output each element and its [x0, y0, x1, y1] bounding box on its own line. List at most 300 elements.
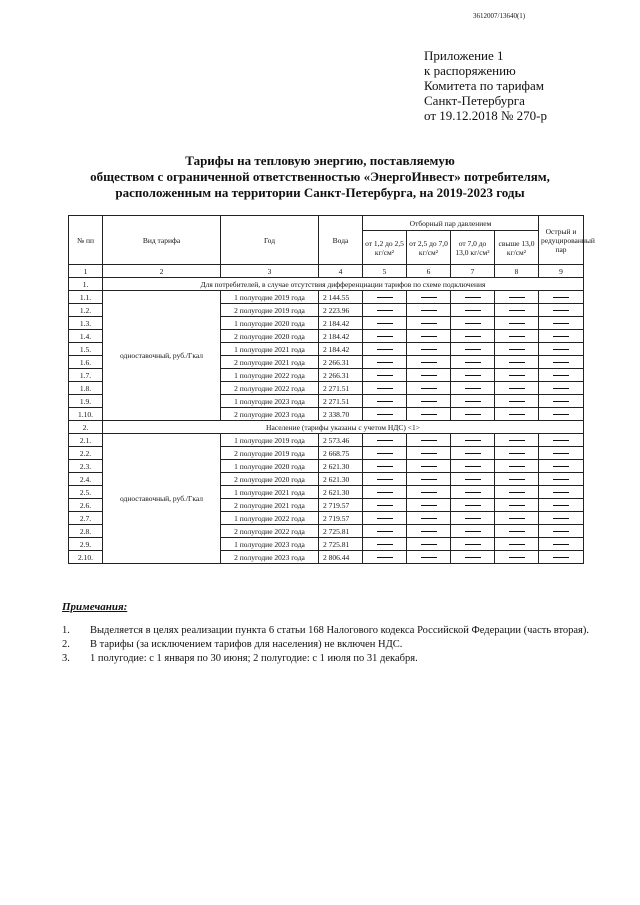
- empty-value-cell: [407, 434, 451, 447]
- empty-value-cell: [539, 447, 584, 460]
- empty-value-cell: [407, 343, 451, 356]
- empty-value-cell: [407, 408, 451, 421]
- dash-mark: [553, 531, 569, 532]
- dash-mark: [377, 362, 393, 363]
- dash-mark: [509, 388, 525, 389]
- dash-mark: [509, 336, 525, 337]
- dash-mark: [465, 544, 481, 545]
- water-value: 2 338.70: [319, 408, 363, 421]
- dash-mark: [421, 388, 437, 389]
- period-cell: 1 полугодие 2023 года: [221, 395, 319, 408]
- header-pressure-3: от 7,0 до 13,0 кг/см²: [451, 231, 495, 265]
- water-value: 2 621.30: [319, 460, 363, 473]
- dash-mark: [421, 466, 437, 467]
- row-number: 1.3.: [69, 317, 103, 330]
- empty-value-cell: [363, 369, 407, 382]
- empty-value-cell: [495, 356, 539, 369]
- empty-value-cell: [495, 343, 539, 356]
- section-title: Население (тарифы указаны с учетом НДС) <1>: [103, 421, 584, 434]
- dash-mark: [421, 492, 437, 493]
- appendix-line: Приложение 1: [424, 48, 504, 63]
- empty-value-cell: [407, 382, 451, 395]
- empty-value-cell: [451, 330, 495, 343]
- dash-mark: [465, 388, 481, 389]
- empty-value-cell: [495, 395, 539, 408]
- dash-mark: [465, 492, 481, 493]
- empty-value-cell: [539, 330, 584, 343]
- appendix-line: Комитета по тарифам: [424, 78, 544, 93]
- dash-mark: [553, 544, 569, 545]
- dash-mark: [509, 362, 525, 363]
- period-cell: 2 полугодие 2020 года: [221, 473, 319, 486]
- dash-mark: [465, 414, 481, 415]
- dash-mark: [553, 518, 569, 519]
- row-number: 2.3.: [69, 460, 103, 473]
- empty-value-cell: [451, 538, 495, 551]
- dash-mark: [509, 505, 525, 506]
- period-cell: 2 полугодие 2021 года: [221, 499, 319, 512]
- column-number-cell: 9: [539, 265, 584, 278]
- dash-mark: [377, 297, 393, 298]
- dash-mark: [421, 336, 437, 337]
- dash-mark: [421, 440, 437, 441]
- empty-value-cell: [495, 369, 539, 382]
- empty-value-cell: [539, 551, 584, 564]
- dash-mark: [509, 375, 525, 376]
- empty-value-cell: [363, 486, 407, 499]
- empty-value-cell: [451, 395, 495, 408]
- empty-value-cell: [451, 356, 495, 369]
- row-number: 1.5.: [69, 343, 103, 356]
- row-number: 1.1.: [69, 291, 103, 304]
- empty-value-cell: [539, 356, 584, 369]
- dash-mark: [465, 323, 481, 324]
- header-tariff-type: Вид тарифа: [103, 216, 221, 265]
- empty-value-cell: [407, 499, 451, 512]
- dash-mark: [377, 518, 393, 519]
- empty-value-cell: [495, 525, 539, 538]
- period-cell: 2 полугодие 2021 года: [221, 356, 319, 369]
- section-number: 1.: [69, 278, 103, 291]
- dash-mark: [421, 297, 437, 298]
- period-cell: 1 полугодие 2019 года: [221, 434, 319, 447]
- dash-mark: [465, 375, 481, 376]
- dash-mark: [553, 505, 569, 506]
- section-row: [69, 421, 584, 434]
- section-number: 2.: [69, 421, 103, 434]
- dash-mark: [553, 310, 569, 311]
- empty-value-cell: [407, 395, 451, 408]
- empty-value-cell: [495, 538, 539, 551]
- period-cell: 1 полугодие 2022 года: [221, 512, 319, 525]
- water-value: 2 573.46: [319, 434, 363, 447]
- empty-value-cell: [407, 447, 451, 460]
- period-cell: 2 полугодие 2023 года: [221, 408, 319, 421]
- empty-value-cell: [363, 395, 407, 408]
- dash-mark: [465, 349, 481, 350]
- notes-list: [62, 624, 589, 666]
- dash-mark: [509, 453, 525, 454]
- tariff-type-cell: одноставочный, руб./Гкал: [103, 291, 221, 421]
- row-number: 1.7.: [69, 369, 103, 382]
- empty-value-cell: [451, 512, 495, 525]
- empty-value-cell: [407, 460, 451, 473]
- water-value: 2 184.42: [319, 343, 363, 356]
- dash-mark: [509, 349, 525, 350]
- note-item: [62, 652, 589, 666]
- row-number: 2.10.: [69, 551, 103, 564]
- period-cell: 1 полугодие 2022 года: [221, 369, 319, 382]
- empty-value-cell: [363, 512, 407, 525]
- row-number: 2.2.: [69, 447, 103, 460]
- period-cell: 1 полугодие 2019 года: [221, 291, 319, 304]
- empty-value-cell: [539, 382, 584, 395]
- row-number: 2.5.: [69, 486, 103, 499]
- dash-mark: [509, 414, 525, 415]
- dash-mark: [509, 440, 525, 441]
- empty-value-cell: [451, 434, 495, 447]
- row-number: 1.4.: [69, 330, 103, 343]
- dash-mark: [465, 440, 481, 441]
- empty-value-cell: [539, 512, 584, 525]
- period-cell: 2 полугодие 2022 года: [221, 525, 319, 538]
- dash-mark: [421, 518, 437, 519]
- table-row: [69, 291, 584, 304]
- dash-mark: [553, 336, 569, 337]
- header-pressure-1: от 1,2 до 2,5 кг/см²: [363, 231, 407, 265]
- empty-value-cell: [407, 486, 451, 499]
- water-value: 2 223.96: [319, 304, 363, 317]
- empty-value-cell: [363, 304, 407, 317]
- column-number-cell: 7: [451, 265, 495, 278]
- dash-mark: [377, 466, 393, 467]
- empty-value-cell: [451, 447, 495, 460]
- dash-mark: [509, 518, 525, 519]
- empty-value-cell: [495, 291, 539, 304]
- dash-mark: [553, 362, 569, 363]
- empty-value-cell: [539, 291, 584, 304]
- water-value: 2 725.81: [319, 525, 363, 538]
- empty-value-cell: [407, 317, 451, 330]
- empty-value-cell: [407, 369, 451, 382]
- column-number-cell: 1: [69, 265, 103, 278]
- column-number-cell: 8: [495, 265, 539, 278]
- empty-value-cell: [451, 291, 495, 304]
- empty-value-cell: [539, 317, 584, 330]
- dash-mark: [377, 349, 393, 350]
- appendix-block: [424, 48, 547, 123]
- note-number: 2.: [62, 639, 70, 650]
- dash-mark: [509, 531, 525, 532]
- dash-mark: [509, 323, 525, 324]
- dash-mark: [553, 401, 569, 402]
- dash-mark: [509, 466, 525, 467]
- empty-value-cell: [407, 551, 451, 564]
- dash-mark: [465, 297, 481, 298]
- empty-value-cell: [407, 330, 451, 343]
- period-cell: 2 полугодие 2019 года: [221, 447, 319, 460]
- dash-mark: [377, 557, 393, 558]
- water-value: 2 144.55: [319, 291, 363, 304]
- empty-value-cell: [363, 291, 407, 304]
- empty-value-cell: [539, 434, 584, 447]
- dash-mark: [421, 323, 437, 324]
- dash-mark: [553, 414, 569, 415]
- section-row: [69, 278, 584, 291]
- dash-mark: [465, 518, 481, 519]
- empty-value-cell: [363, 538, 407, 551]
- empty-value-cell: [363, 330, 407, 343]
- water-value: 2 266.31: [319, 369, 363, 382]
- header-pressure-2: от 2,5 до 7,0 кг/см²: [407, 231, 451, 265]
- empty-value-cell: [451, 525, 495, 538]
- empty-value-cell: [407, 525, 451, 538]
- dash-mark: [465, 362, 481, 363]
- dash-mark: [377, 375, 393, 376]
- water-value: 2 266.31: [319, 356, 363, 369]
- column-numbers-row: [69, 265, 584, 278]
- empty-value-cell: [495, 486, 539, 499]
- empty-value-cell: [363, 356, 407, 369]
- dash-mark: [465, 310, 481, 311]
- notes-title: Примечания:: [62, 601, 128, 613]
- empty-value-cell: [407, 304, 451, 317]
- dash-mark: [553, 466, 569, 467]
- row-number: 1.10.: [69, 408, 103, 421]
- period-cell: 1 полугодие 2021 года: [221, 486, 319, 499]
- column-number-cell: 6: [407, 265, 451, 278]
- dash-mark: [465, 401, 481, 402]
- row-number: 1.8.: [69, 382, 103, 395]
- title-line: обществом с ограниченной ответственностью «ЭнергоИнвест» потребителям,: [90, 169, 550, 184]
- dash-mark: [377, 388, 393, 389]
- dash-mark: [553, 297, 569, 298]
- period-cell: 1 полугодие 2020 года: [221, 317, 319, 330]
- dash-mark: [553, 440, 569, 441]
- title-line: расположенным на территории Санкт-Петербурга, на 2019-2023 годы: [115, 185, 525, 200]
- dash-mark: [465, 479, 481, 480]
- water-value: 2 184.42: [319, 317, 363, 330]
- period-cell: 2 полугодие 2022 года: [221, 382, 319, 395]
- empty-value-cell: [363, 408, 407, 421]
- empty-value-cell: [539, 538, 584, 551]
- tariff-type-cell: одноставочный, руб./Гкал: [103, 434, 221, 564]
- empty-value-cell: [363, 447, 407, 460]
- table-row: [69, 434, 584, 447]
- empty-value-cell: [451, 551, 495, 564]
- period-cell: 2 полугодие 2020 года: [221, 330, 319, 343]
- dash-mark: [465, 453, 481, 454]
- title-line: Тарифы на тепловую энергию, поставляемую: [185, 153, 455, 168]
- dash-mark: [553, 557, 569, 558]
- empty-value-cell: [495, 512, 539, 525]
- row-number: 2.8.: [69, 525, 103, 538]
- header-num: № пп: [69, 216, 103, 265]
- empty-value-cell: [363, 525, 407, 538]
- empty-value-cell: [363, 343, 407, 356]
- empty-value-cell: [363, 317, 407, 330]
- empty-value-cell: [539, 304, 584, 317]
- dash-mark: [421, 362, 437, 363]
- empty-value-cell: [539, 460, 584, 473]
- note-number: 1.: [62, 625, 70, 636]
- dash-mark: [377, 531, 393, 532]
- empty-value-cell: [495, 551, 539, 564]
- empty-value-cell: [539, 343, 584, 356]
- dash-mark: [465, 336, 481, 337]
- column-number-cell: 3: [221, 265, 319, 278]
- column-number-cell: 4: [319, 265, 363, 278]
- dash-mark: [509, 310, 525, 311]
- empty-value-cell: [539, 499, 584, 512]
- water-value: 2 806.44: [319, 551, 363, 564]
- empty-value-cell: [539, 525, 584, 538]
- empty-value-cell: [451, 317, 495, 330]
- empty-value-cell: [451, 460, 495, 473]
- empty-value-cell: [451, 473, 495, 486]
- note-number: 3.: [62, 653, 70, 664]
- row-number: 2.9.: [69, 538, 103, 551]
- empty-value-cell: [451, 382, 495, 395]
- header-water: Вода: [319, 216, 363, 265]
- period-cell: 2 полугодие 2023 года: [221, 551, 319, 564]
- header-year: Год: [221, 216, 319, 265]
- dash-mark: [377, 414, 393, 415]
- dash-mark: [421, 544, 437, 545]
- period-cell: 1 полугодие 2020 года: [221, 460, 319, 473]
- dash-mark: [421, 414, 437, 415]
- period-cell: 1 полугодие 2023 года: [221, 538, 319, 551]
- dash-mark: [509, 557, 525, 558]
- tariff-table: [68, 215, 595, 564]
- dash-mark: [553, 323, 569, 324]
- empty-value-cell: [451, 369, 495, 382]
- empty-value-cell: [363, 460, 407, 473]
- header-sharp-steam: Острый и редуцированный пар: [539, 216, 584, 265]
- period-cell: 2 полугодие 2019 года: [221, 304, 319, 317]
- row-number: 1.6.: [69, 356, 103, 369]
- empty-value-cell: [451, 499, 495, 512]
- dash-mark: [509, 492, 525, 493]
- empty-value-cell: [495, 434, 539, 447]
- dash-mark: [553, 453, 569, 454]
- column-number-cell: 2: [103, 265, 221, 278]
- dash-mark: [421, 310, 437, 311]
- dash-mark: [377, 479, 393, 480]
- dash-mark: [377, 401, 393, 402]
- empty-value-cell: [495, 499, 539, 512]
- empty-value-cell: [407, 473, 451, 486]
- dash-mark: [421, 531, 437, 532]
- dash-mark: [465, 531, 481, 532]
- dash-mark: [377, 492, 393, 493]
- header-steam-group: Отборный пар давлением: [363, 216, 539, 231]
- dash-mark: [465, 466, 481, 467]
- empty-value-cell: [495, 447, 539, 460]
- dash-mark: [465, 557, 481, 558]
- water-value: 2 271.51: [319, 395, 363, 408]
- row-number: 1.9.: [69, 395, 103, 408]
- empty-value-cell: [539, 395, 584, 408]
- empty-value-cell: [539, 486, 584, 499]
- empty-value-cell: [407, 291, 451, 304]
- empty-value-cell: [451, 486, 495, 499]
- empty-value-cell: [495, 408, 539, 421]
- dash-mark: [553, 479, 569, 480]
- empty-value-cell: [407, 356, 451, 369]
- empty-value-cell: [495, 317, 539, 330]
- empty-value-cell: [495, 304, 539, 317]
- column-number-cell: 5: [363, 265, 407, 278]
- dash-mark: [421, 479, 437, 480]
- dash-mark: [421, 375, 437, 376]
- empty-value-cell: [363, 434, 407, 447]
- empty-value-cell: [363, 473, 407, 486]
- note-item: [62, 624, 589, 638]
- water-value: 2 719.57: [319, 499, 363, 512]
- empty-value-cell: [539, 408, 584, 421]
- dash-mark: [509, 297, 525, 298]
- water-value: 2 621.30: [319, 486, 363, 499]
- empty-value-cell: [363, 551, 407, 564]
- empty-value-cell: [495, 473, 539, 486]
- dash-mark: [377, 544, 393, 545]
- dash-mark: [553, 349, 569, 350]
- water-value: 2 719.57: [319, 512, 363, 525]
- row-number: 2.6.: [69, 499, 103, 512]
- dash-mark: [421, 349, 437, 350]
- empty-value-cell: [451, 343, 495, 356]
- empty-value-cell: [451, 408, 495, 421]
- water-value: 2 725.81: [319, 538, 363, 551]
- row-number: 2.1.: [69, 434, 103, 447]
- dash-mark: [509, 544, 525, 545]
- empty-value-cell: [407, 538, 451, 551]
- dash-mark: [377, 440, 393, 441]
- dash-mark: [377, 323, 393, 324]
- water-value: 2 271.51: [319, 382, 363, 395]
- water-value: 2 184.42: [319, 330, 363, 343]
- row-number: 1.2.: [69, 304, 103, 317]
- dash-mark: [421, 505, 437, 506]
- note-text: 1 полугодие: с 1 января по 30 июня; 2 полугодие: с 1 июля по 31 декабря.: [90, 653, 418, 664]
- empty-value-cell: [451, 304, 495, 317]
- dash-mark: [553, 375, 569, 376]
- appendix-line: к распоряжению: [424, 63, 516, 78]
- note-item: [62, 638, 589, 652]
- dash-mark: [377, 505, 393, 506]
- empty-value-cell: [495, 330, 539, 343]
- dash-mark: [509, 401, 525, 402]
- section-title: Для потребителей, в случае отсутствия дифференциации тарифов по схеме подключения: [103, 278, 584, 291]
- row-number: 2.4.: [69, 473, 103, 486]
- appendix-line: Санкт-Петербурга: [424, 93, 525, 108]
- dash-mark: [509, 479, 525, 480]
- dash-mark: [377, 310, 393, 311]
- empty-value-cell: [363, 499, 407, 512]
- dash-mark: [465, 505, 481, 506]
- empty-value-cell: [539, 369, 584, 382]
- row-number: 2.7.: [69, 512, 103, 525]
- empty-value-cell: [407, 512, 451, 525]
- dash-mark: [421, 557, 437, 558]
- period-cell: 1 полугодие 2021 года: [221, 343, 319, 356]
- water-value: 2 621.30: [319, 473, 363, 486]
- appendix-line: от 19.12.2018 № 270-р: [424, 108, 547, 123]
- note-text: Выделяется в целях реализации пункта 6 статьи 168 Налогового кодекса Российской Федерации (часть вторая).: [90, 625, 590, 636]
- dash-mark: [377, 336, 393, 337]
- note-text: В тарифы (за исключением тарифов для населения) не включен НДС.: [90, 639, 403, 650]
